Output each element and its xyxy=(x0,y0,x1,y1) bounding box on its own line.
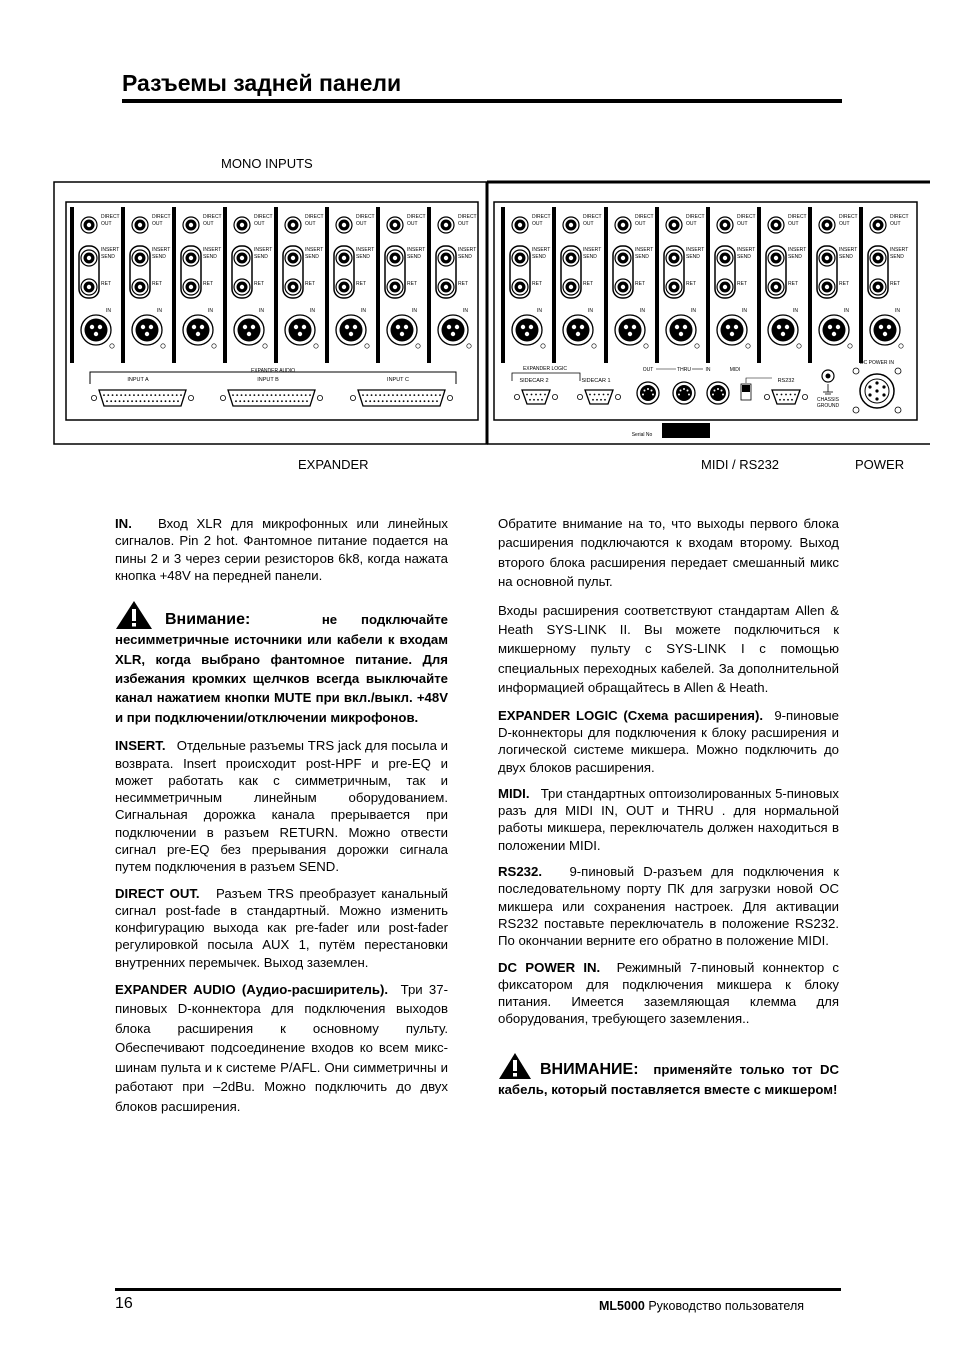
direct-label: DIRECT xyxy=(407,214,426,220)
rs232-text: 9-пиновый D-разъем для подключения к последовательному порту ПК для загрузки новой ОС микшера или сохранения настроек. Для активации RS232 поставьте переключатель в положение RS232. По окончании верните его обратно в положение MIDI. xyxy=(498,864,839,949)
right-p1: Обратите внимание на то, что выходы первого блока расширения подключаются к входам второму. Выход второго блока расширения передает смешанный микс на основной пульт. xyxy=(498,516,839,590)
out-label: OUT xyxy=(203,221,214,227)
xlr-latch xyxy=(314,344,318,348)
footer-title xyxy=(599,1299,804,1313)
warning-2-title: ВНИМАНИЕ xyxy=(540,1060,634,1078)
send-label: SEND xyxy=(152,254,166,260)
in-label: IN xyxy=(157,308,162,314)
channel-strip xyxy=(325,207,375,363)
insert-label: INSERT xyxy=(788,247,807,253)
out-label: OUT xyxy=(152,221,163,227)
send-label: SEND xyxy=(788,254,802,260)
dc-power-block xyxy=(853,360,901,413)
xlr-latch xyxy=(695,344,699,348)
channel-strip xyxy=(172,207,222,363)
send-label: SEND xyxy=(305,254,319,260)
channel-strip xyxy=(757,207,807,363)
input-a-label: INPUT A xyxy=(127,377,149,383)
xlr-latch xyxy=(416,344,420,348)
insert-label: INSERT xyxy=(356,247,375,253)
direct-label: DIRECT xyxy=(890,214,909,220)
xlr-latch xyxy=(644,344,648,348)
in-label: IN xyxy=(742,308,747,314)
in-label: IN xyxy=(588,308,593,314)
in-paragraph xyxy=(115,515,448,584)
in-label: IN xyxy=(106,308,111,314)
xlr-latch xyxy=(161,344,165,348)
input-b-label: INPUT B xyxy=(257,377,279,383)
out-label: OUT xyxy=(356,221,367,227)
channel-strip xyxy=(427,207,477,363)
expander-logic-text: EXPANDER LOGIC xyxy=(522,366,568,372)
insert-label: INSERT xyxy=(890,247,909,253)
d-sub-37-connectors xyxy=(91,390,452,406)
send-label: SEND xyxy=(356,254,370,260)
rear-panel-diagram xyxy=(0,0,954,450)
warning-2: ВНИМАНИЕ: применяйте только тот DC кабель, который поставляется вместе с микшером! xyxy=(498,1052,839,1099)
out-label: OUT xyxy=(583,221,594,227)
page-number: 16 xyxy=(115,1295,133,1312)
direct-label: DIRECT xyxy=(583,214,602,220)
serial-no-label: Serial No xyxy=(631,432,653,438)
insert-label: INSERT xyxy=(839,247,858,253)
xlr-latch xyxy=(365,344,369,348)
channel-divider xyxy=(859,207,863,363)
direct-heading: DIRECT OUT. xyxy=(115,885,200,901)
send-label: SEND xyxy=(583,254,597,260)
send-label: SEND xyxy=(686,254,700,260)
ret-label: RET xyxy=(635,281,645,287)
direct-label: DIRECT xyxy=(458,214,477,220)
input-c-label: INPUT C xyxy=(387,377,409,383)
sidecar-1-label: SIDECAR 1 xyxy=(581,378,611,384)
footer-rule xyxy=(115,1288,841,1291)
channel-strip xyxy=(859,207,909,363)
insert-label: INSERT xyxy=(532,247,551,253)
in-label: IN xyxy=(361,308,366,314)
explogic-paragraph xyxy=(498,707,839,776)
send-label: SEND xyxy=(203,254,217,260)
direct-label: DIRECT xyxy=(635,214,654,220)
d-sub-9-sidecar-2 xyxy=(514,390,557,404)
d-sub-9-sidecar-1 xyxy=(577,390,620,404)
direct-label: DIRECT xyxy=(203,214,222,220)
ret-label: RET xyxy=(356,281,366,287)
in-label: IN xyxy=(208,308,213,314)
warning-1-lead: не подключайте xyxy=(321,612,448,628)
ret-label: RET xyxy=(839,281,849,287)
out-label: OUT xyxy=(788,221,799,227)
direct-label: DIRECT xyxy=(532,214,551,220)
channel-strip xyxy=(376,207,426,363)
explogic-text: 9-пиновые D-коннекторы для подключения к блоку расширения и логической системе микшера. Можно подключить до двух блоков расширения. xyxy=(498,707,839,775)
midi-rs232-label: MIDI / RS232 xyxy=(701,457,780,472)
warning-icon xyxy=(115,600,153,630)
xlr-latch xyxy=(746,344,750,348)
out-label: OUT xyxy=(839,221,850,227)
ret-label: RET xyxy=(583,281,593,287)
midi-label: MIDI xyxy=(729,367,741,373)
channel-divider xyxy=(757,207,761,363)
channel-strip xyxy=(655,207,705,363)
channel-strip xyxy=(121,207,171,363)
dcpower-text: Режимный 7-пиновый коннектор с фиксатором для подключения микшера к блоку питания. Имеется заземляющая клемма для оборудования, требующего заземления.. xyxy=(498,959,840,1027)
midi-din xyxy=(673,382,695,404)
insert-label: INSERT xyxy=(583,247,602,253)
insert-label: INSERT xyxy=(737,247,756,253)
ground-block xyxy=(817,370,840,409)
d-sub-9-connectors xyxy=(514,390,807,404)
insert-label: INSERT xyxy=(305,247,324,253)
explogic-heading: EXPANDER LOGIC (Схема расширения). xyxy=(498,707,764,723)
out-label: OUT xyxy=(458,221,469,227)
insert-label: INSERT xyxy=(407,247,426,253)
ret-label: RET xyxy=(305,281,315,287)
out-label: OUT xyxy=(101,221,112,227)
dc-power-in-label: DC POWER IN xyxy=(860,360,894,366)
ret-label: RET xyxy=(890,281,900,287)
mono-inputs-label: MONO INPUTS xyxy=(221,156,313,171)
channel-divider xyxy=(427,207,431,363)
midi-heading: MIDI. xyxy=(498,785,530,801)
expaudio-text: Три 37-пиновых D-коннектора для подключения выходов блока расширения к основному пульту. Обеспечивают подсоединение входов ко всем микс-шинам пульта и к системе P/AFL. Они симметричны и работают при –2dBu. Можно подключить до двух блоков расширения. xyxy=(115,982,448,1114)
out-label: OUT xyxy=(407,221,418,227)
xlr-latch xyxy=(848,344,852,348)
ground-label: GROUND xyxy=(816,403,840,409)
in-label: IN xyxy=(844,308,849,314)
warning-icon xyxy=(498,1052,532,1080)
warning-1: Внимание: не подключайте несимметричные источники или кабели к входам XLR, когда выбрано фантомное питание. Для избежания кромких щелчков всегда выключайте канал нажатием кнопки MUTE при вкл./выкл. +48V и при подключении/отключении микрофонов. xyxy=(115,600,448,727)
mono-input-channels xyxy=(70,207,909,363)
channel-strip xyxy=(706,207,756,363)
ret-label: RET xyxy=(407,281,417,287)
in-label: IN xyxy=(895,308,900,314)
insert-text: Отдельные разъемы TRS jack для посыла и возврата. Insert происходит post-HPF и pre-EQ и может работать как с симметричным, так и несимметричным линейным оборудованием. Сигнальная дорожка канала прерывается при подключении в разъем RETURN. Можно отвести сигнал pre-EQ без прерывания дорожки сигнала путем подключения в разъем SEND. xyxy=(115,738,449,875)
direct-label: DIRECT xyxy=(356,214,375,220)
xlr-latch xyxy=(212,344,216,348)
footer-model: ML5000 xyxy=(599,1299,645,1313)
channel-divider xyxy=(376,207,380,363)
channel-strip xyxy=(223,207,273,363)
insert-paragraph xyxy=(115,737,448,875)
ret-label: RET xyxy=(788,281,798,287)
d-sub-9-rs232 xyxy=(764,390,807,404)
in-label: IN xyxy=(640,308,645,314)
direct-label: DIRECT xyxy=(152,214,171,220)
expander-logic-block xyxy=(512,366,808,404)
midi-text: Три стандартных оптоизолированных 5-пиновых разъ для MIDI IN, OUT и THRU . для нормальной работы микшера, переключатель должен находиться в положении MIDI. xyxy=(498,785,839,853)
out-label: OUT xyxy=(686,221,697,227)
direct-label: DIRECT xyxy=(788,214,807,220)
out-label: OUT xyxy=(305,221,316,227)
in-label: IN xyxy=(463,308,468,314)
in-heading: IN. xyxy=(115,516,132,531)
rs232-heading: RS232. xyxy=(498,864,542,880)
midi-block xyxy=(637,367,794,404)
midi-din-connectors xyxy=(637,382,729,404)
xlr-latch xyxy=(541,344,545,348)
in-label: IN xyxy=(310,308,315,314)
out-label: OUT xyxy=(635,221,646,227)
channel-strip xyxy=(552,207,602,363)
warning-2-text: применяйте только тот DC кабель, который поставляется вместе с микшером! xyxy=(498,1061,840,1097)
direct-label: DIRECT xyxy=(839,214,858,220)
expaudio-paragraph xyxy=(115,980,448,1116)
channel-strip xyxy=(70,207,120,363)
channel-divider xyxy=(172,207,176,363)
dcpower-heading: DC POWER IN. xyxy=(498,959,601,975)
ret-label: RET xyxy=(152,281,162,287)
ret-label: RET xyxy=(532,281,542,287)
insert-label: INSERT xyxy=(686,247,705,253)
ret-label: RET xyxy=(254,281,264,287)
midi-paragraph xyxy=(498,785,839,854)
midi-din xyxy=(637,382,659,404)
d-sub-37 xyxy=(91,390,193,406)
ret-label: RET xyxy=(101,281,111,287)
expander-audio-block xyxy=(90,368,456,406)
out-label: OUT xyxy=(532,221,543,227)
xlr-latch xyxy=(592,344,596,348)
ret-label: RET xyxy=(458,281,468,287)
xlr-latch xyxy=(797,344,801,348)
channel-strip xyxy=(808,207,858,363)
insert-label: INSERT xyxy=(635,247,654,253)
channel-strip xyxy=(604,207,654,363)
xlr-latch xyxy=(263,344,267,348)
channel-divider xyxy=(223,207,227,363)
channel-divider xyxy=(121,207,125,363)
send-label: SEND xyxy=(254,254,268,260)
direct-label: DIRECT xyxy=(254,214,273,220)
send-label: SEND xyxy=(407,254,421,260)
xlr-latch xyxy=(899,344,903,348)
chassis-label: CHASSIS xyxy=(817,397,839,403)
warning-1-title: Внимание xyxy=(165,611,245,629)
serial-number-block xyxy=(632,423,710,438)
right-column xyxy=(498,514,839,1099)
ret-label: RET xyxy=(686,281,696,287)
direct-label: DIRECT xyxy=(737,214,756,220)
channel-divider xyxy=(70,207,74,363)
in-label: IN xyxy=(412,308,417,314)
channel-divider xyxy=(552,207,556,363)
rs232-paragraph xyxy=(498,863,839,949)
channel-strip xyxy=(501,207,551,363)
sidecar-2-label: SIDECAR 2 xyxy=(519,378,549,384)
direct-label: DIRECT xyxy=(305,214,324,220)
xlr-latch xyxy=(110,344,114,348)
xlr-latch xyxy=(467,344,471,348)
in-label: IN xyxy=(691,308,696,314)
channel-divider xyxy=(501,207,505,363)
channel-divider xyxy=(808,207,812,363)
channel-strip xyxy=(274,207,324,363)
channel-divider xyxy=(325,207,329,363)
footer-text: Руководство пользователя xyxy=(648,1299,805,1313)
in-label: IN xyxy=(537,308,542,314)
in-label: IN xyxy=(793,308,798,314)
out-label: OUT xyxy=(890,221,901,227)
direct-text: Разъем TRS преобразует канальный сигнал post-fade в стандартный. Можно изменить конфигурацию выхода как pre-fader или post-fader регулировкой посыла AUX 1, путём перестановки внутренних перемычек. Выход заземлен. xyxy=(115,885,448,970)
warning-1-text: несимметричные источники или кабели к входам XLR, когда выбрано фантомное питание. Для избежания кромких щелчков всегда выключайте канал нажатием кнопки MUTE при вкл./выкл. +48V и при подключении/отключении микрофонов. xyxy=(115,632,448,725)
midi-din xyxy=(707,382,729,404)
midi-in-label: IN xyxy=(705,367,711,373)
send-label: SEND xyxy=(737,254,751,260)
send-label: SEND xyxy=(458,254,472,260)
rs232-label: RS232 xyxy=(777,378,795,384)
insert-label: INSERT xyxy=(203,247,222,253)
send-label: SEND xyxy=(532,254,546,260)
ret-label: RET xyxy=(203,281,213,287)
expander-label: EXPANDER xyxy=(298,457,369,472)
expander-audio-text: EXPANDER AUDIO xyxy=(250,368,296,374)
expaudio-heading: EXPANDER AUDIO (Аудио-расширитель). xyxy=(115,982,389,998)
direct-label: DIRECT xyxy=(686,214,705,220)
insert-heading: INSERT. xyxy=(115,738,166,754)
in-text: Вход XLR для микрофонных или линейных сигналов. Pin 2 hot. Фантомное питание подается на пины 2 и 3 через серии резисторов 6k8, когда нажата кнопка +48V на передней панели. xyxy=(115,516,449,583)
channel-divider xyxy=(604,207,608,363)
d-sub-37 xyxy=(350,390,452,406)
insert-label: INSERT xyxy=(152,247,171,253)
direct-paragraph xyxy=(115,885,448,971)
right-p2: Входы расширения соответствуют стандартам Allen & Heath SYS-LINK II. Вы можете подключиться к микшерному пульту с SYS-LINK I с помощью специальных переходных кабелей. За дополнительной информацией обращайтесь в Allen & Heath. xyxy=(498,602,839,696)
channel-divider xyxy=(706,207,710,363)
in-label: IN xyxy=(259,308,264,314)
page-title: Разъемы задней панели xyxy=(122,70,402,96)
out-label: OUT xyxy=(254,221,265,227)
left-column xyxy=(115,515,448,1125)
direct-label: DIRECT xyxy=(101,214,120,220)
insert-label: INSERT xyxy=(458,247,477,253)
midi-thru-label: THRU xyxy=(677,367,691,373)
insert-label: INSERT xyxy=(254,247,273,253)
d-sub-37 xyxy=(220,390,322,406)
channel-divider xyxy=(274,207,278,363)
channel-divider xyxy=(655,207,659,363)
midi-out-label: OUT xyxy=(642,367,654,373)
ret-label: RET xyxy=(737,281,747,287)
dcpower-paragraph xyxy=(498,959,839,1028)
send-label: SEND xyxy=(890,254,904,260)
send-label: SEND xyxy=(635,254,649,260)
send-label: SEND xyxy=(839,254,853,260)
out-label: OUT xyxy=(737,221,748,227)
insert-label: INSERT xyxy=(101,247,120,253)
power-label: POWER xyxy=(855,457,905,472)
send-label: SEND xyxy=(101,254,115,260)
